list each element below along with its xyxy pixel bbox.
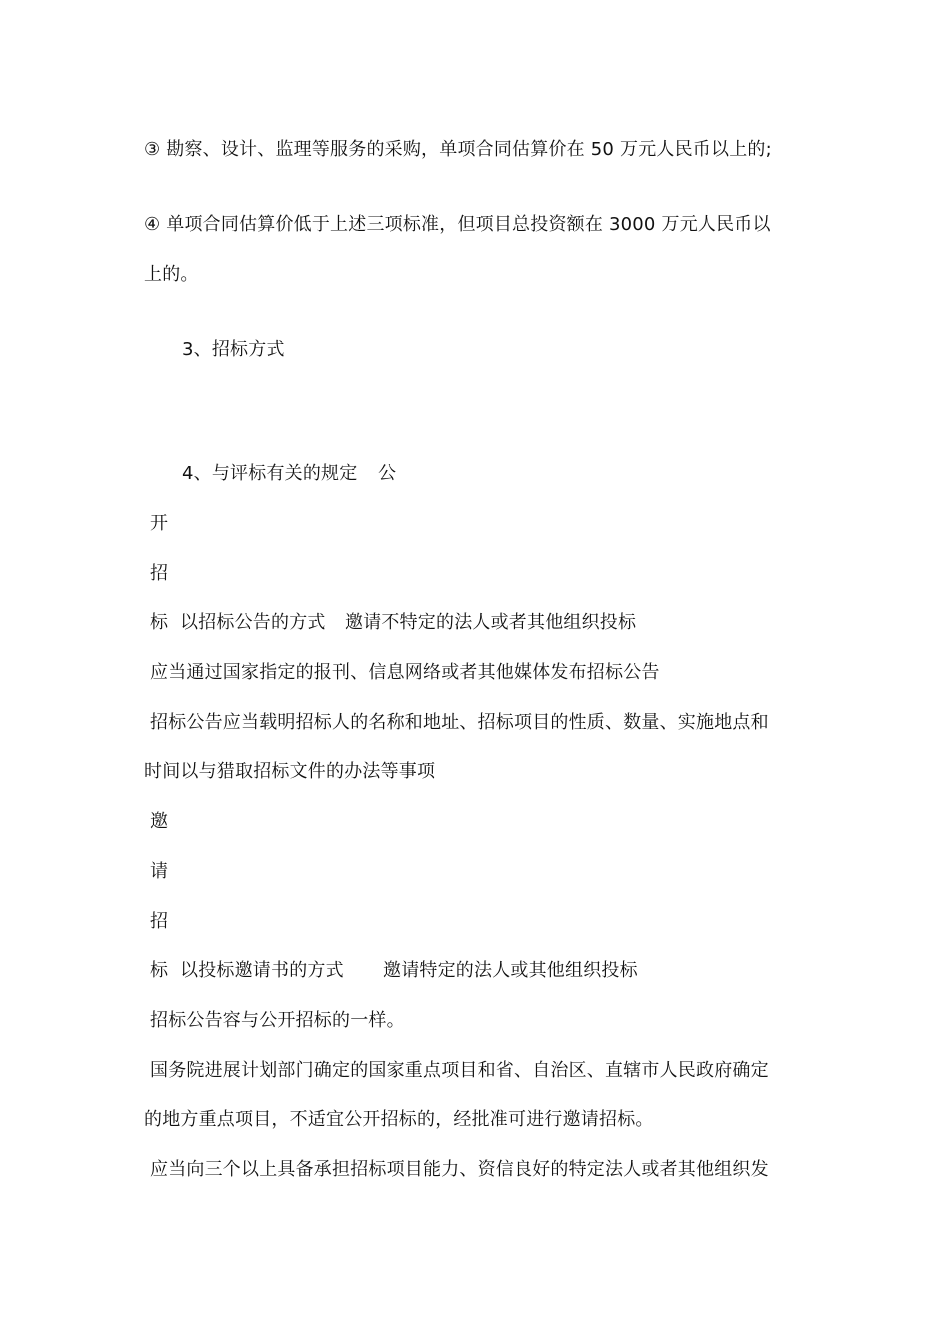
table-cell: 招 xyxy=(150,911,169,932)
table-cell: 开 xyxy=(150,513,169,534)
section-heading: 3、招标方式 xyxy=(182,339,285,360)
text-line: ④ 单项合同估算价低于上述三项标准，但项目总投资额在 3000 万元人民币以 xyxy=(144,214,771,235)
table-cell: 公 xyxy=(378,463,397,484)
text-line: 时间以与猎取招标文件的办法等事项 xyxy=(144,761,436,782)
text-line: 应当向三个以上具备承担招标项目能力、资信良好的特定法人或者其他组织发 xyxy=(150,1159,769,1180)
text-line: 的地方重点项目，不适宜公开招标的，经批准可进行邀请招标。 xyxy=(144,1109,654,1130)
table-cell: 邀请不特定的法人或者其他组织投标 xyxy=(345,612,637,633)
table-cell: 以招标公告的方式 xyxy=(180,612,326,633)
table-cell: 邀 xyxy=(150,811,169,832)
table-cell: 请 xyxy=(150,861,169,882)
table-cell: 标 xyxy=(150,612,169,633)
section-heading: 4、与评标有关的规定 xyxy=(182,463,358,484)
table-cell: 招 xyxy=(150,563,169,584)
text-line: 应当通过国家指定的报刊、信息网络或者其他媒体发布招标公告 xyxy=(150,662,660,683)
text-line: ③ 勘察、设计、监理等服务的采购，单项合同估算价在 50 万元人民币以上的; xyxy=(144,139,772,160)
table-cell: 邀请特定的法人或其他组织投标 xyxy=(383,960,638,981)
table-cell: 以投标邀请书的方式 xyxy=(180,960,344,981)
table-cell: 标 xyxy=(150,960,169,981)
text-line: 国务院进展计划部门确定的国家重点项目和省、自治区、直辖市人民政府确定 xyxy=(150,1060,769,1081)
text-line: 招标公告容与公开招标的一样。 xyxy=(150,1010,405,1031)
text-line: 上的。 xyxy=(144,264,199,285)
text-line: 招标公告应当载明招标人的名称和地址、招标项目的性质、数量、实施地点和 xyxy=(150,712,769,733)
